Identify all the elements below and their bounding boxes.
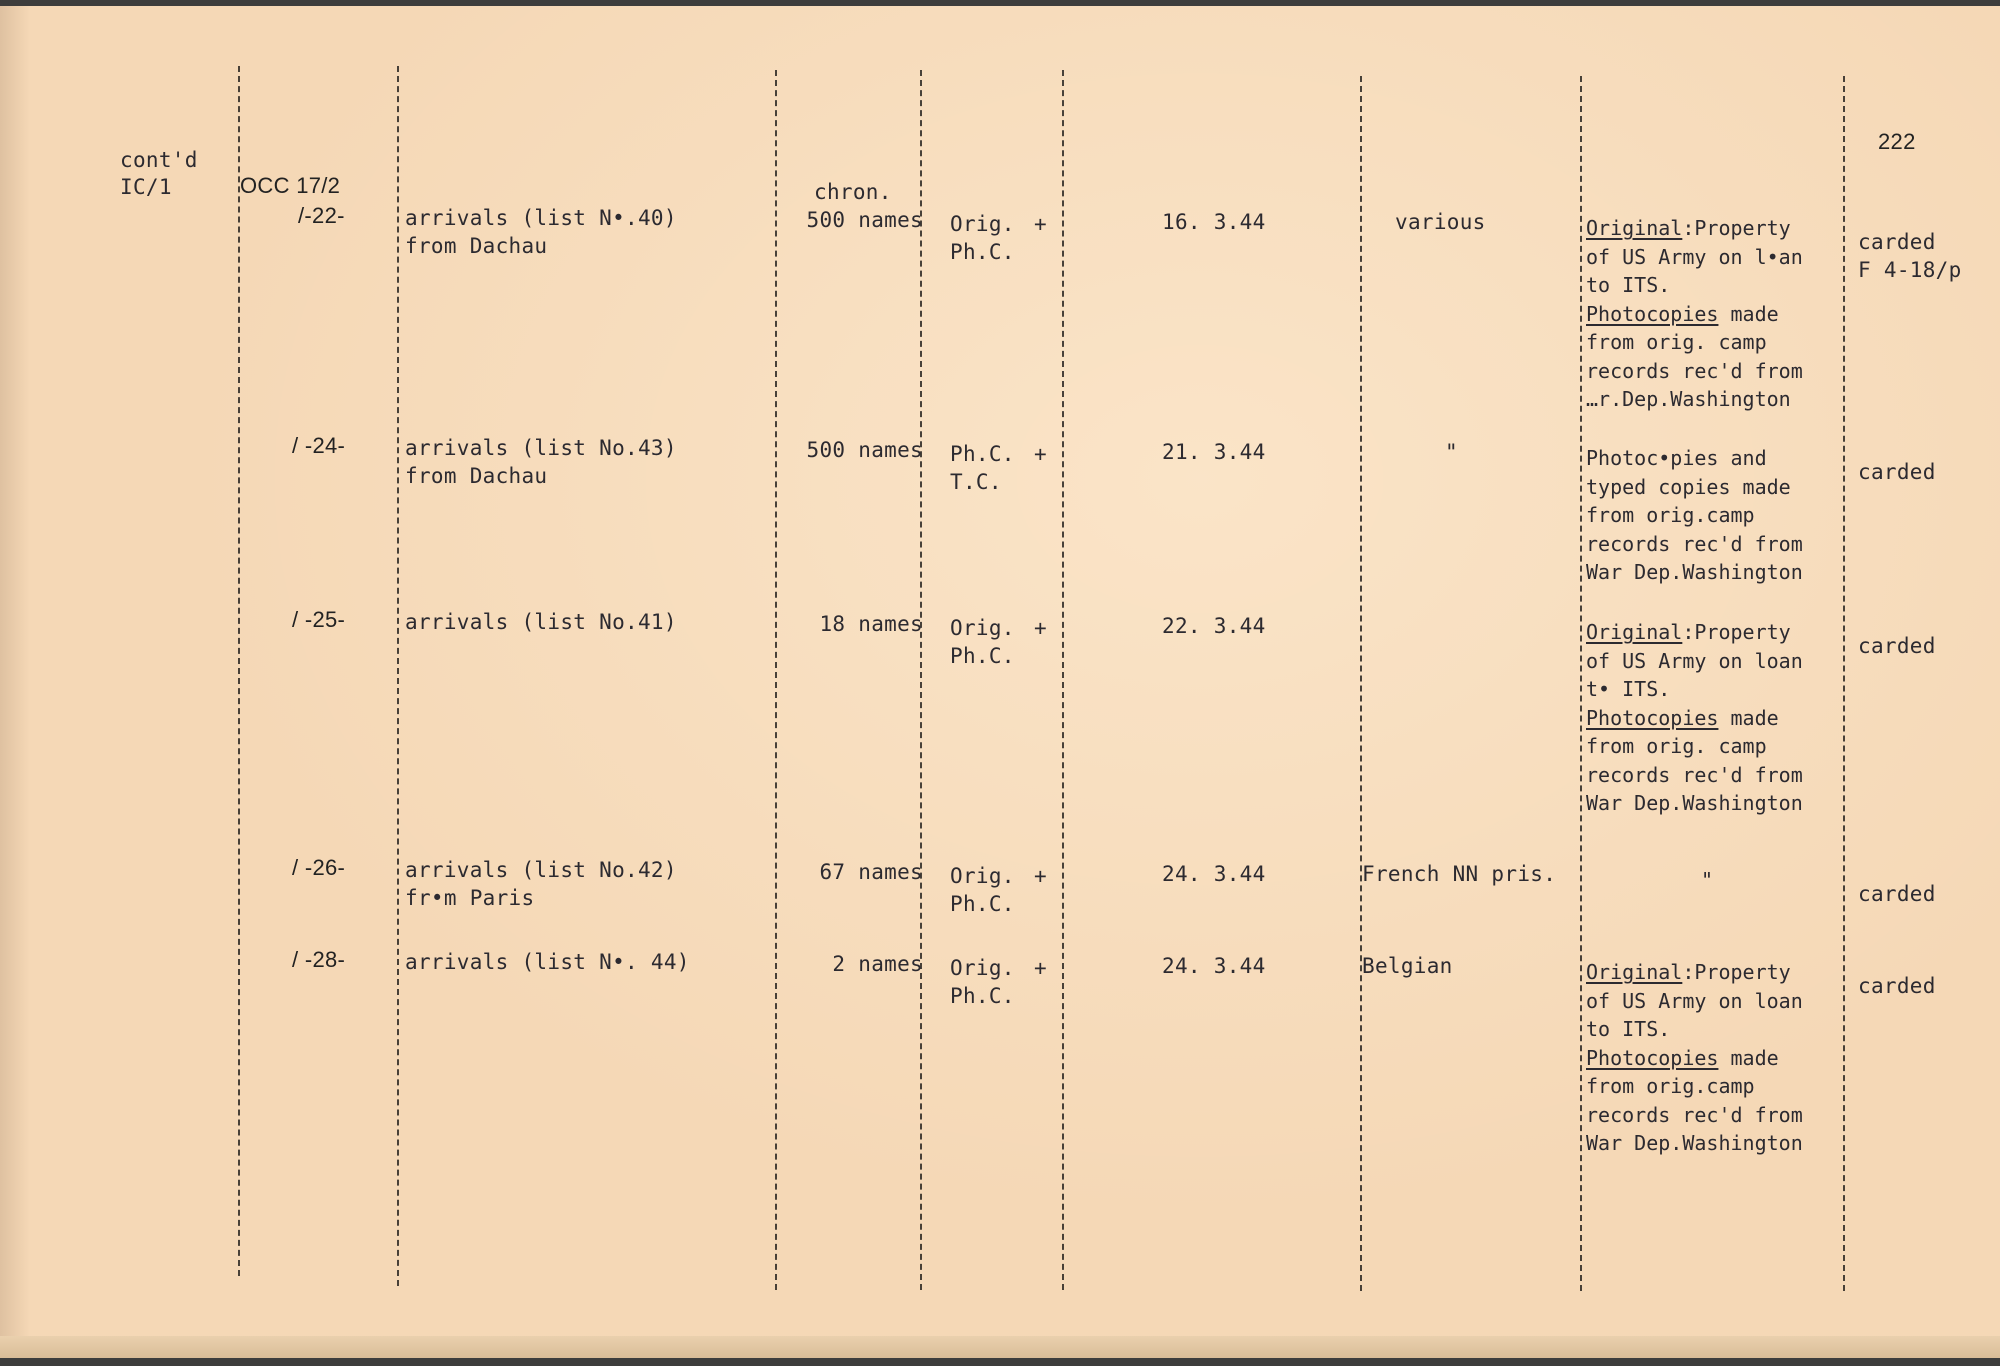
entry-number: / -24-: [292, 433, 346, 458]
section-label: IC/1: [120, 175, 172, 199]
entry-status: carded: [1858, 882, 1936, 906]
remark-line: t• ITS.: [1586, 677, 1671, 701]
entry-plus-mark: +: [1034, 616, 1047, 640]
entry-date: 16. 3.44: [1162, 210, 1266, 234]
remark-line: Photoc•pies and: [1586, 446, 1767, 470]
entry-nationality: French NN pris.: [1362, 862, 1557, 886]
remark-line: from orig. camp: [1586, 330, 1767, 354]
entry-copy-type: Orig. Ph.C.: [950, 616, 1015, 668]
remark-line: of US Army on loan: [1586, 988, 1803, 1013]
entry-description: arrivals (list No.42) fr•m Paris: [405, 858, 677, 910]
column-rule: [775, 70, 777, 1290]
entry-plus-mark: +: [1034, 956, 1047, 980]
chron-label: chron.: [814, 180, 892, 204]
remark-line: Original:Property: [1586, 620, 1791, 644]
remark-line: Photocopies made: [1586, 705, 1779, 730]
page-number: 222: [1878, 129, 1916, 154]
entry-description: arrivals (list N•.40) from Dachau: [405, 206, 677, 258]
entry-nationality: various: [1395, 210, 1486, 234]
remark-line: Photocopies made: [1586, 301, 1779, 326]
entry-copy-type: Ph.C. T.C.: [950, 442, 1015, 494]
column-rule: [1843, 76, 1845, 1291]
entry-number: /-22-: [298, 203, 345, 228]
entry-date: 24. 3.44: [1162, 954, 1266, 978]
column-rule: [397, 66, 399, 1286]
remark-line: records rec'd from: [1586, 1102, 1803, 1127]
entry-count: 67 names: [819, 860, 923, 884]
entry-count: 500 names: [806, 438, 923, 462]
entry-remarks: [1586, 214, 1803, 414]
entry-count: 2 names: [832, 952, 923, 976]
entry-remarks: [1586, 618, 1803, 818]
entry-status: carded F 4-18/p: [1858, 230, 1962, 282]
page-edge: [0, 1336, 2000, 1358]
remark-line: from orig.camp: [1586, 1074, 1755, 1098]
entry-count: 500 names: [806, 208, 923, 232]
entry-status: carded: [1858, 974, 1936, 998]
remark-line: Original:Property: [1586, 216, 1791, 240]
entry-copy-type: Orig. Ph.C.: [950, 864, 1015, 916]
remark-line: from orig. camp: [1586, 734, 1767, 758]
entry-date: 24. 3.44: [1162, 862, 1266, 886]
remark-line: War Dep.Washington: [1586, 560, 1803, 584]
entry-number: / -28-: [292, 947, 346, 972]
entry-count: 18 names: [819, 612, 923, 636]
entry-plus-mark: +: [1034, 864, 1047, 888]
remark-line: records rec'd from: [1586, 531, 1803, 556]
entry-description: arrivals (list No.41): [405, 610, 677, 634]
entry-description: arrivals (list No.43) from Dachau: [405, 436, 677, 488]
remark-line: of US Army on loan: [1586, 648, 1803, 673]
entry-copy-type: Orig. Ph.C.: [950, 212, 1015, 264]
remark-line: to ITS.: [1586, 273, 1671, 297]
entry-plus-mark: +: [1034, 212, 1047, 236]
entry-date: 21. 3.44: [1162, 440, 1266, 464]
remark-line: of US Army on l•an: [1586, 244, 1803, 269]
column-rule: [920, 70, 922, 1290]
remark-line: Photocopies made: [1586, 1045, 1779, 1070]
remark-line: from orig.camp: [1586, 503, 1755, 527]
entry-description: arrivals (list N•. 44): [405, 950, 690, 974]
entry-status: carded: [1858, 460, 1936, 484]
file-reference: OCC 17/2: [240, 173, 341, 198]
entry-remarks: [1586, 866, 1713, 895]
entry-remarks: [1586, 958, 1803, 1158]
column-rule: [1360, 76, 1362, 1291]
entry-number: / -26-: [292, 855, 346, 880]
contd-label: cont'd: [120, 148, 198, 172]
entry-remarks: [1586, 444, 1803, 587]
entry-copy-type: Orig. Ph.C.: [950, 956, 1015, 1008]
remark-line: to ITS.: [1586, 1017, 1671, 1041]
entry-date: 22. 3.44: [1162, 614, 1266, 638]
remark-line: ": [1701, 868, 1714, 892]
remark-line: War Dep.Washington: [1586, 1131, 1803, 1155]
entry-status: carded: [1858, 634, 1936, 658]
remark-line: War Dep.Washington: [1586, 791, 1803, 815]
entry-number: / -25-: [292, 607, 346, 632]
remark-line: records rec'd from: [1586, 358, 1803, 383]
remark-line: records rec'd from: [1586, 762, 1803, 787]
ledger-page: [0, 6, 2000, 1358]
column-rule: [238, 66, 240, 1276]
remark-line: typed copies made: [1586, 474, 1791, 499]
entry-nationality: ": [1445, 440, 1458, 464]
entry-nationality: Belgian: [1362, 954, 1453, 978]
entry-plus-mark: +: [1034, 442, 1047, 466]
column-rule: [1580, 76, 1582, 1291]
remark-line: …r.Dep.Washington: [1586, 387, 1791, 411]
column-rule: [1062, 70, 1064, 1290]
remark-line: Original:Property: [1586, 960, 1791, 984]
